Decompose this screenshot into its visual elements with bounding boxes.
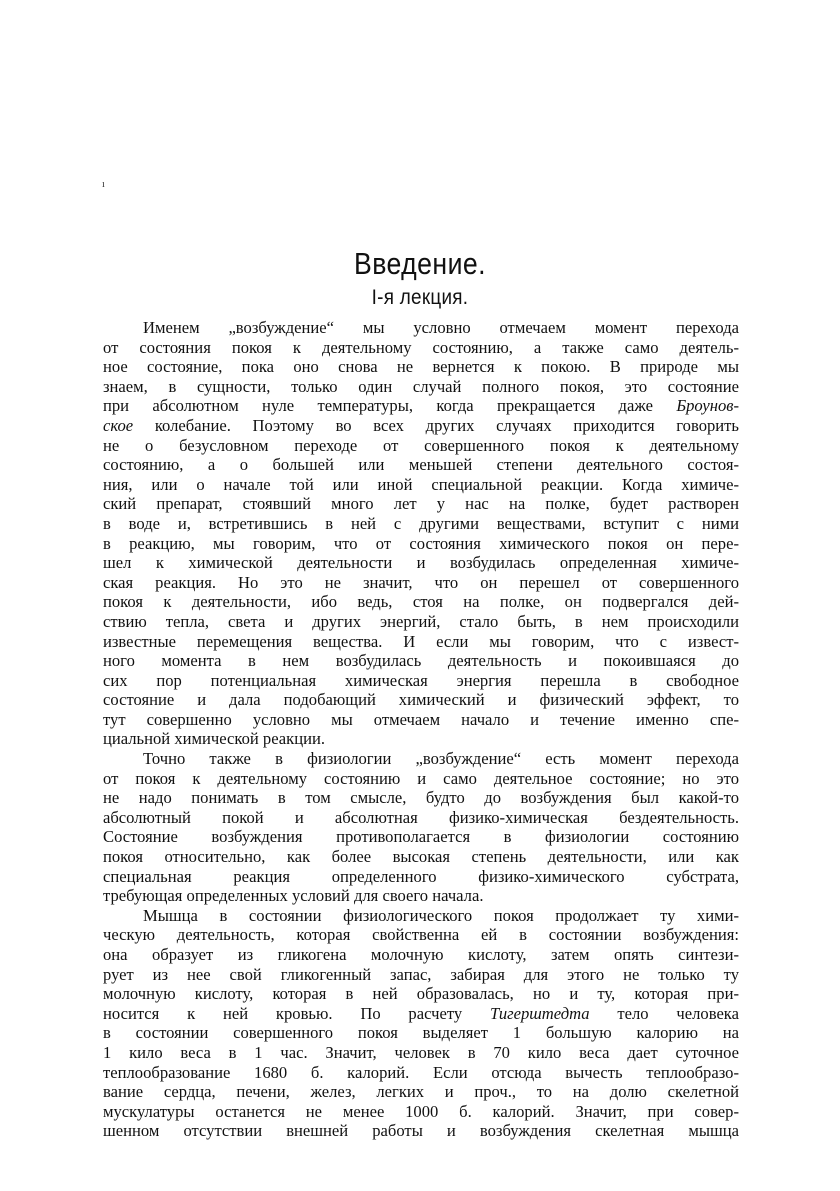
text-run: ствию тепла, света и других энергий, стало быть, в нем происходили: [103, 611, 739, 631]
text-line: [103, 710, 739, 730]
text-run: в состоянии совершенного покоя выделяет 1 большую калорию на: [103, 1023, 739, 1043]
text-run: требующая определенных условий для своего начала.: [103, 886, 484, 906]
text-run: при абсолютном нуле температуры, когда прекращается даже: [103, 396, 677, 416]
page-title: Введение.: [353, 246, 486, 281]
text-run: не о безусловном переходе от совершенного покоя к деятельному: [103, 435, 739, 455]
text-run: Состояние возбуждения противополагается в физиологии состоянию: [103, 827, 739, 847]
text-line: [103, 514, 739, 534]
italic-name: Тигерштедта: [489, 1003, 590, 1023]
text-run: Точно также в физиологии „возбуждение“ есть момент перехода: [143, 749, 739, 769]
text-line: [103, 847, 739, 867]
text-line: [103, 886, 739, 906]
text-run: теплообразование 1680 б. калорий. Если отсюда вычесть теплообразо-: [103, 1062, 739, 1082]
text-line: [103, 671, 739, 691]
text-line: [103, 612, 739, 632]
italic-name: ское: [103, 415, 134, 435]
text-run: покоя относительно, как более высокая степень деятельности, или как: [103, 847, 739, 867]
text-line: [103, 1102, 739, 1122]
text-line: [103, 632, 739, 652]
text-line: [103, 945, 739, 965]
text-line: [103, 769, 739, 789]
text-line: [103, 494, 739, 514]
text-line: [103, 827, 739, 847]
text-run: ное состояние, пока оно снова не вернется к покою. В природе мы: [103, 357, 739, 377]
text-line: [103, 534, 739, 554]
text-line: [103, 396, 739, 416]
text-run: тело человека: [589, 1003, 739, 1023]
text-run: ния, или о начале той или иной специальной реакции. Когда химиче-: [103, 474, 739, 494]
text-run: ская реакция. Но это не значит, что он перешел от совершенного: [103, 572, 739, 592]
text-run: циальной химической реакции.: [103, 729, 325, 749]
document-body: [103, 318, 739, 1141]
text-run: ческую деятельность, которая свойственна ей в состоянии возбуждения:: [103, 925, 739, 945]
text-run: состояние и дала подобающий химический и физический эффект, то: [103, 690, 739, 710]
text-run: молочную кислоту, которая в ней образовалась, но и ту, которая при-: [103, 984, 739, 1004]
text-run: шенном отсутствии внешней работы и возбуждения скелетная мышца: [103, 1121, 739, 1141]
text-line: [103, 455, 739, 475]
text-line: [103, 1023, 739, 1043]
text-run: Мышца в состоянии физиологического покоя продолжает ту хими-: [143, 905, 739, 925]
text-line: [103, 729, 739, 749]
lecture-heading: I-я лекция.: [371, 286, 469, 309]
text-line: [103, 1121, 739, 1141]
text-line: [103, 416, 739, 436]
text-run: носится к ней кровью. По расчету: [103, 1003, 490, 1023]
text-run: она образует из гликогена молочную кислоту, затем опять синтези-: [103, 945, 739, 964]
text-line: [103, 357, 739, 377]
text-line: [103, 377, 739, 397]
text-run: тут совершенно условно мы отмечаем начало и течение именно спе-: [103, 709, 739, 729]
text-line: [103, 1063, 739, 1083]
text-line: [103, 573, 739, 593]
text-run: покоя к деятельности, ибо ведь, стоя на полке, он подвергался дей-: [103, 592, 739, 612]
text-line: [103, 788, 739, 808]
text-line: [103, 318, 739, 338]
text-line: [103, 592, 739, 612]
paragraph: [103, 318, 739, 749]
text-run: не надо понимать в том смысле, будто до возбуждения был какой-то: [103, 788, 739, 808]
paragraph: [103, 906, 739, 1141]
text-run: специальная реакция определенного физико-химического субстрата,: [103, 866, 739, 886]
text-run: от состояния покоя к деятельному состоянию, а также само деятель-: [103, 337, 739, 357]
text-line: [103, 984, 739, 1004]
text-run: вание сердца, печени, желез, легких и проч., то на долю скелетной: [103, 1082, 739, 1102]
text-line: [103, 475, 739, 495]
margin-mark: ı: [102, 179, 105, 190]
text-run: ного момента в нем возбудилась деятельность и покоившаяся до: [103, 651, 739, 671]
text-line: [103, 1004, 739, 1024]
text-line: [103, 925, 739, 945]
text-run: мускулатуры останется не менее 1000 б. калорий. Значит, при совер-: [103, 1101, 739, 1121]
text-run: известные перемещения вещества. И если мы говорим, что с извест-: [103, 631, 739, 651]
text-line: [103, 553, 739, 573]
text-run: абсолютный покой и абсолютная физико-химическая бездеятельность.: [103, 807, 739, 827]
text-run: шел к химической деятельности и возбудилась определенная химиче-: [103, 553, 739, 573]
text-line: [103, 965, 739, 985]
text-line: [103, 436, 739, 456]
text-run: состоянию, а о большей или меньшей степени деятельного состоя-: [103, 455, 739, 475]
italic-name: Броунов-: [676, 396, 739, 416]
text-line: [103, 808, 739, 828]
text-run: Именем „возбуждение“ мы условно отмечаем момент перехода: [143, 318, 739, 337]
text-run: знаем, в сущности, только один случай полного покоя, это состояние: [103, 376, 739, 396]
text-line: [103, 651, 739, 671]
text-line: [103, 906, 739, 926]
text-run: в реакцию, мы говорим, что от состояния химического покоя он пере-: [103, 533, 739, 553]
text-run: рует из нее свой гликогенный запас, забирая для этого не только ту: [103, 964, 739, 984]
text-line: [103, 867, 739, 887]
text-run: колебание. Поэтому во всех других случаях приходится говорить: [133, 415, 739, 435]
text-run: ский препарат, стоявший много лет у нас на полке, будет растворен: [103, 494, 739, 514]
text-run: от покоя к деятельному состоянию и само деятельное состояние; но это: [103, 768, 739, 788]
text-line: [103, 749, 739, 769]
text-line: [103, 1082, 739, 1102]
text-run: сих пор потенциальная химическая энергия перешла в свободное: [103, 670, 739, 690]
text-line: [103, 690, 739, 710]
text-line: [103, 1043, 739, 1063]
paragraph: [103, 749, 739, 906]
text-line: [103, 338, 739, 358]
text-run: в воде и, встретившись в ней с другими веществами, вступит с ними: [103, 513, 739, 533]
text-run: 1 кило веса в 1 час. Значит, человек в 70 кило веса дает суточное: [103, 1042, 739, 1062]
